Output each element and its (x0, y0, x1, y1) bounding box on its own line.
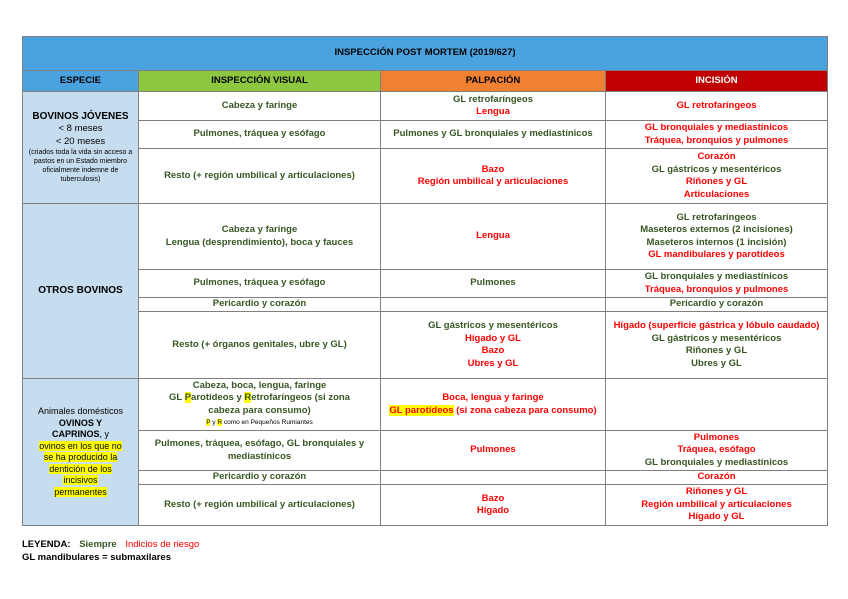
visual-text: P (184, 392, 192, 403)
palpation-item: Pulmones y GL bronquiales y mediastínicos (393, 128, 593, 140)
note-text: P (206, 419, 211, 426)
incision-item: GL bronquiales y mediastínicos (644, 271, 789, 282)
species-line: CAPRINOS (51, 429, 100, 439)
incision-cell (606, 149, 828, 204)
palpation-cell (381, 270, 606, 298)
incision-item: Región umbilical y articulaciones (641, 498, 792, 510)
visual-text: GL (169, 392, 185, 403)
incision-item: Articulaciones (683, 188, 750, 200)
incision-item: Tráquea, bronquios y pulmones (644, 283, 789, 295)
visual-text: etrofaríngeos (si zona (251, 392, 350, 403)
species-line: , y (99, 429, 110, 439)
note-text: R (217, 419, 223, 426)
palpation-item (384, 405, 602, 418)
palpation-cell (381, 471, 606, 485)
visual-item (142, 392, 377, 405)
palpation-cell (381, 312, 606, 379)
incision-item: Tráquea, esófago (677, 444, 756, 456)
legend-row (22, 538, 205, 551)
visual-text: arotídeos y (191, 392, 245, 403)
note-text: y (210, 419, 218, 426)
palpation-item: Ubres y GL (467, 357, 519, 369)
header-palpacion: PALPACIÓN (381, 71, 606, 92)
palpation-item: Hígado y GL (465, 332, 521, 344)
incision-item: Corazón (697, 151, 736, 162)
legend-siempre: Siempre (79, 539, 117, 550)
species-line: incisivos (63, 475, 98, 485)
species-line: ovinos en los que no (39, 440, 122, 451)
species-line: permanentes (54, 486, 107, 497)
species-line: dentición de los (49, 463, 112, 474)
incision-item: Riñones y GL (685, 345, 748, 356)
visual-item: cabeza para consumo) (208, 404, 311, 416)
palpation-item: Pulmones (470, 277, 516, 289)
incision-item: Maseteros externos (2 incisiones) (640, 224, 793, 235)
incision-item: GL gástricos y mesentéricos (651, 332, 782, 344)
palpation-cell (381, 298, 606, 312)
species-age: < 20 meses (55, 135, 106, 147)
incision-cell (606, 92, 828, 121)
species-line: se ha producido la (43, 452, 118, 462)
palpation-item: Lengua (476, 106, 510, 117)
incision-item: Hígado (superficie gástrica y lóbulo caudado) (613, 320, 820, 331)
legend-riesgo: Indicios de riesgo (125, 539, 200, 550)
visual-cell: Pericardio y corazón (139, 298, 381, 312)
visual-item: Cabeza y faringe (221, 224, 298, 235)
incision-item: Maseteros internos (1 incisión) (646, 236, 787, 248)
palpation-cell (381, 92, 606, 121)
palpation-item: Región umbilical y articulaciones (417, 176, 569, 187)
visual-cell: Resto (+ región umbilical y articulaciones) (139, 485, 381, 526)
incision-cell (606, 204, 828, 270)
visual-cell (139, 379, 381, 431)
incision-item: GL retrofaríngeos (676, 211, 757, 223)
visual-cell: Pericardio y corazón (139, 471, 381, 485)
palpation-item: Lengua (476, 230, 510, 242)
incision-item: GL gástricos y mesentéricos (651, 163, 782, 175)
species-age: < 8 meses (58, 123, 103, 135)
note-text: como en Pequeños Rumiantes (222, 419, 313, 426)
header-incision: INCISIÓN (606, 71, 828, 92)
palpation-cell (381, 121, 606, 149)
incision-item: Pulmones (693, 431, 740, 443)
incision-item: Tráquea, bronquios y pulmones (644, 134, 789, 146)
palpation-item: Boca, lengua y faringe (442, 392, 544, 403)
palpation-item: Bazo (481, 492, 505, 504)
incision-cell (606, 431, 828, 471)
palpation-item: Bazo (481, 345, 505, 356)
species-ovinos-caprinos (23, 379, 139, 526)
incision-item: GL mandibulares y parotídeos (648, 249, 785, 260)
incision-cell (606, 485, 828, 526)
legend-label: LEYENDA: (22, 539, 71, 550)
table-title: INSPECCIÓN POST MORTEM (2019/627) (23, 37, 828, 71)
species-otros-bovinos (23, 204, 139, 379)
palpation-cell (381, 149, 606, 204)
incision-cell (606, 312, 828, 379)
visual-cell (139, 204, 381, 270)
incision-item: GL retrofaríngeos (676, 99, 757, 111)
incision-cell: Pericardio y corazón (606, 298, 828, 312)
incision-item: Riñones y GL (685, 486, 748, 498)
incision-cell (606, 379, 828, 431)
palpation-cell (381, 204, 606, 270)
visual-note (142, 417, 377, 430)
header-inspeccion-visual: INSPECCIÓN VISUAL (139, 71, 381, 92)
incision-item: GL bronquiales y mediastínicos (644, 456, 789, 468)
visual-cell: Pulmones, tráquea y esófago (139, 121, 381, 149)
incision-item: GL bronquiales y mediastínicos (644, 122, 789, 133)
species-note: (criados toda la vida sin acceso a pastos en un Estado miembro oficialmente indemne de tuberculosis) (28, 149, 133, 184)
incision-item: Riñones y GL (685, 176, 748, 187)
visual-cell: Resto (+ órganos genitales, ubre y GL) (139, 312, 381, 379)
palpation-item: Bazo (481, 163, 505, 175)
visual-cell: Cabeza y faringe (139, 92, 381, 121)
species-line: Animales domésticos (37, 406, 124, 416)
species-name: OTROS BOVINOS (38, 284, 123, 296)
incision-cell: Corazón (606, 471, 828, 485)
palpation-item: GL gástricos y mesentéricos (428, 320, 558, 331)
palpation-item: GL retrofaríngeos (452, 93, 534, 105)
incision-item: Ubres y GL (691, 357, 742, 369)
species-line: OVINOS Y (58, 417, 103, 428)
incision-cell (606, 270, 828, 298)
palpation-item: Pulmones (470, 444, 516, 456)
legend (22, 538, 205, 564)
species-name: BOVINOS JÓVENES (32, 110, 129, 122)
palpation-item: Hígado (476, 505, 510, 516)
palpation-cell (381, 485, 606, 526)
palpation-cell (381, 379, 606, 431)
visual-cell: Pulmones, tráquea, esófago, GL bronquiales y mediastínicos (139, 431, 381, 471)
palpation-text: GL parotídeos (389, 404, 454, 416)
incision-cell (606, 121, 828, 149)
visual-item: Lengua (desprendimiento), boca y fauces (165, 236, 354, 248)
palpation-cell (381, 431, 606, 471)
legend-note: GL mandibulares = submaxilares (22, 552, 171, 563)
visual-cell: Resto (+ región umbilical y articulaciones) (139, 149, 381, 204)
header-especie: ESPECIE (23, 71, 139, 92)
incision-item: Hígado y GL (688, 511, 745, 523)
visual-text: R (244, 392, 252, 403)
species-bovinos-jovenes (23, 92, 139, 204)
palpation-text: (si zona cabeza para consumo) (453, 404, 597, 416)
inspection-table (22, 36, 828, 526)
visual-item: Cabeza, boca, lengua, faringe (192, 379, 327, 391)
visual-cell: Pulmones, tráquea y esófago (139, 270, 381, 298)
